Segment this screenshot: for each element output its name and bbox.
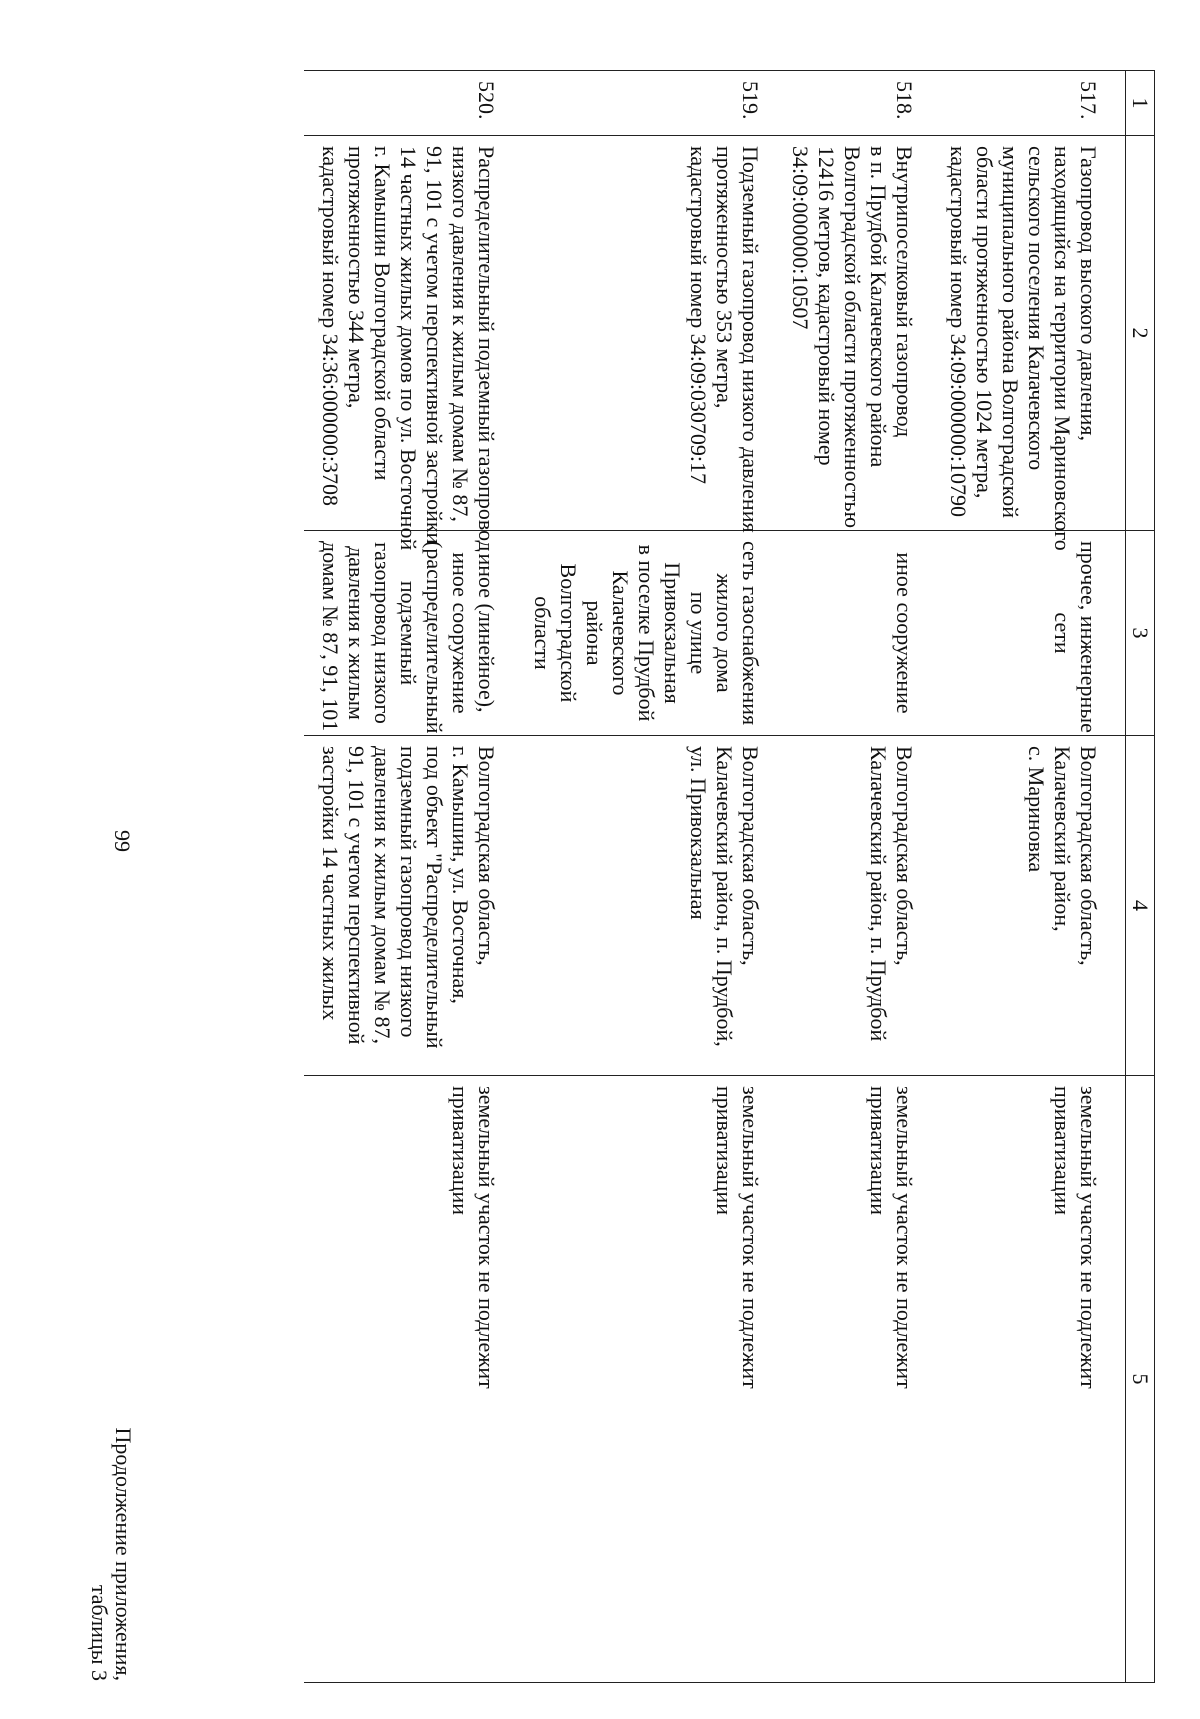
text-line: приватизации (448, 1086, 473, 1216)
text-line: приватизации (866, 1086, 891, 1216)
text-line: находящийся на территории Мариновского (1050, 146, 1075, 551)
text-line: 91, 101 с учетом перспективной (344, 746, 369, 1045)
text-line: Подземный газопровод низкого давления (738, 146, 763, 533)
land-status (767, 1076, 921, 1683)
text-line: протяженностью 353 метра, (712, 146, 737, 409)
text-line: иное (линейное), (474, 553, 499, 713)
text-line: 91, 101 с учетом перспективной застройки (422, 146, 447, 545)
text-line: земельный участок не подлежит (1076, 1086, 1101, 1389)
text-line: давления к жилым домам № 87, (370, 746, 395, 1045)
object-address (921, 736, 1126, 1076)
text-line: в поселке Прудбой (634, 544, 659, 722)
text-line: (распределительный (422, 541, 447, 734)
text-line: г. Камышин, ул. Восточная, (448, 746, 473, 1004)
header-col-3: 3 (1126, 531, 1155, 736)
text-line: кадастровый номер 34:09:000000:10790 (946, 146, 971, 518)
text-line: домам № 87, 91, 101 (318, 541, 343, 732)
text-line: Волгоградская область, (474, 746, 499, 966)
text-line: Распределительный подземный газопровод (474, 146, 499, 552)
text-line: с. Мариновка (1024, 746, 1049, 873)
text-line: Волгоградская область, (892, 746, 917, 966)
object-type (304, 531, 503, 736)
text-line: кадастровый номер 34:36:000000:3708 (318, 146, 343, 507)
text-line: подземный газопровод низкого (396, 746, 421, 1038)
text-line: района (582, 600, 607, 666)
text-line: жилого дома (712, 573, 737, 693)
row-number: 519. (503, 71, 767, 136)
table-row (503, 71, 767, 1683)
property-table (304, 70, 1155, 1683)
text-line: земельный участок не подлежит (892, 1086, 917, 1389)
text-line: сеть газоснабжения (738, 541, 763, 726)
object-address (503, 736, 767, 1076)
page-number: 99 (110, 830, 135, 852)
object-description (921, 136, 1126, 551)
text-line: области (530, 596, 555, 670)
land-status (921, 1076, 1126, 1683)
text-line: сельского поселения Калачевского (1024, 146, 1049, 471)
object-description (767, 136, 921, 531)
header-col-1: 1 (1126, 71, 1155, 136)
text-line: Волгоградская область, (738, 746, 763, 966)
text-line: ул. Привокзальная (686, 746, 711, 920)
object-type (503, 531, 767, 736)
text-line: подземный (396, 580, 421, 686)
text-line: застройки 14 частных жилых (318, 746, 343, 1021)
text-line: Волгоградской области протяженностью (840, 146, 865, 529)
text-line: 14 частных жилых домов по ул. Восточной (396, 146, 421, 551)
text-line: земельный участок не подлежит (474, 1086, 499, 1389)
text-line: Волгоградской (556, 563, 581, 703)
text-line: кадастровый номер 34:09:030709:17 (686, 146, 711, 485)
object-type (767, 531, 921, 736)
table-row (767, 71, 921, 1683)
text-line: иное сооружение (892, 552, 917, 714)
row-number: 520. (304, 71, 503, 136)
text-line: сети (1050, 612, 1075, 654)
row-number: 517. (921, 71, 1126, 136)
text-line: Калачевский район, п. Прудбой (866, 746, 891, 1042)
land-status (304, 1076, 503, 1683)
header-col-5: 5 (1126, 1076, 1155, 1683)
object-address (767, 736, 921, 1076)
text-line: Внутрипоселковый газопровод (892, 146, 917, 438)
header-col-4: 4 (1126, 736, 1155, 1076)
text-line: 34:09:000000:10507 (788, 146, 813, 330)
text-line: Калачевский район, п. Прудбой, (712, 746, 737, 1047)
text-line: газопровод низкого (370, 542, 395, 724)
object-address (304, 736, 503, 1076)
text-line: Привокзальная (660, 562, 685, 704)
text-line: Калачевского (608, 570, 633, 696)
text-line: иное сооружение (448, 552, 473, 714)
text-line: в п. Прудбой Калачевского района (866, 146, 891, 468)
text-line: приватизации (1050, 1086, 1075, 1216)
text-line: по улице (686, 591, 711, 675)
header-col-2: 2 (1126, 136, 1155, 531)
object-type (921, 531, 1126, 736)
text-line: протяженностью 344 метра, (344, 146, 369, 409)
text-line: прочее, инженерные (1076, 541, 1101, 733)
row-number: 518. (767, 71, 921, 136)
table-row (304, 71, 503, 1683)
object-description (304, 136, 503, 552)
continuation-line-1: Продолжение приложения, (111, 1427, 136, 1681)
continuation-note (87, 1428, 135, 1681)
text-line: г. Камышин Волгоградской области (370, 146, 395, 481)
text-line: Газопровод высокого давления, (1076, 146, 1101, 442)
text-line: земельный участок не подлежит (738, 1086, 763, 1389)
text-line: приватизации (712, 1086, 737, 1216)
header-row (1126, 71, 1155, 1683)
land-status (503, 1076, 767, 1683)
text-line: Волгоградская область, (1076, 746, 1101, 966)
text-line: области протяженностью 1024 метра, (972, 146, 997, 499)
text-line: Калачевский район, (1050, 746, 1075, 932)
text-line: низкого давления к жилым домам № 87, (448, 146, 473, 522)
text-line: муниципального района Волгоградской (998, 146, 1023, 519)
object-description (503, 136, 767, 531)
table-row (921, 71, 1126, 1683)
text-line: под объект "Распределительный (422, 746, 447, 1049)
continuation-line-2: таблицы 3 (87, 1584, 112, 1681)
text-line: давления к жилым (344, 546, 369, 720)
text-line: 12416 метров, кадастровый номер (814, 146, 839, 466)
